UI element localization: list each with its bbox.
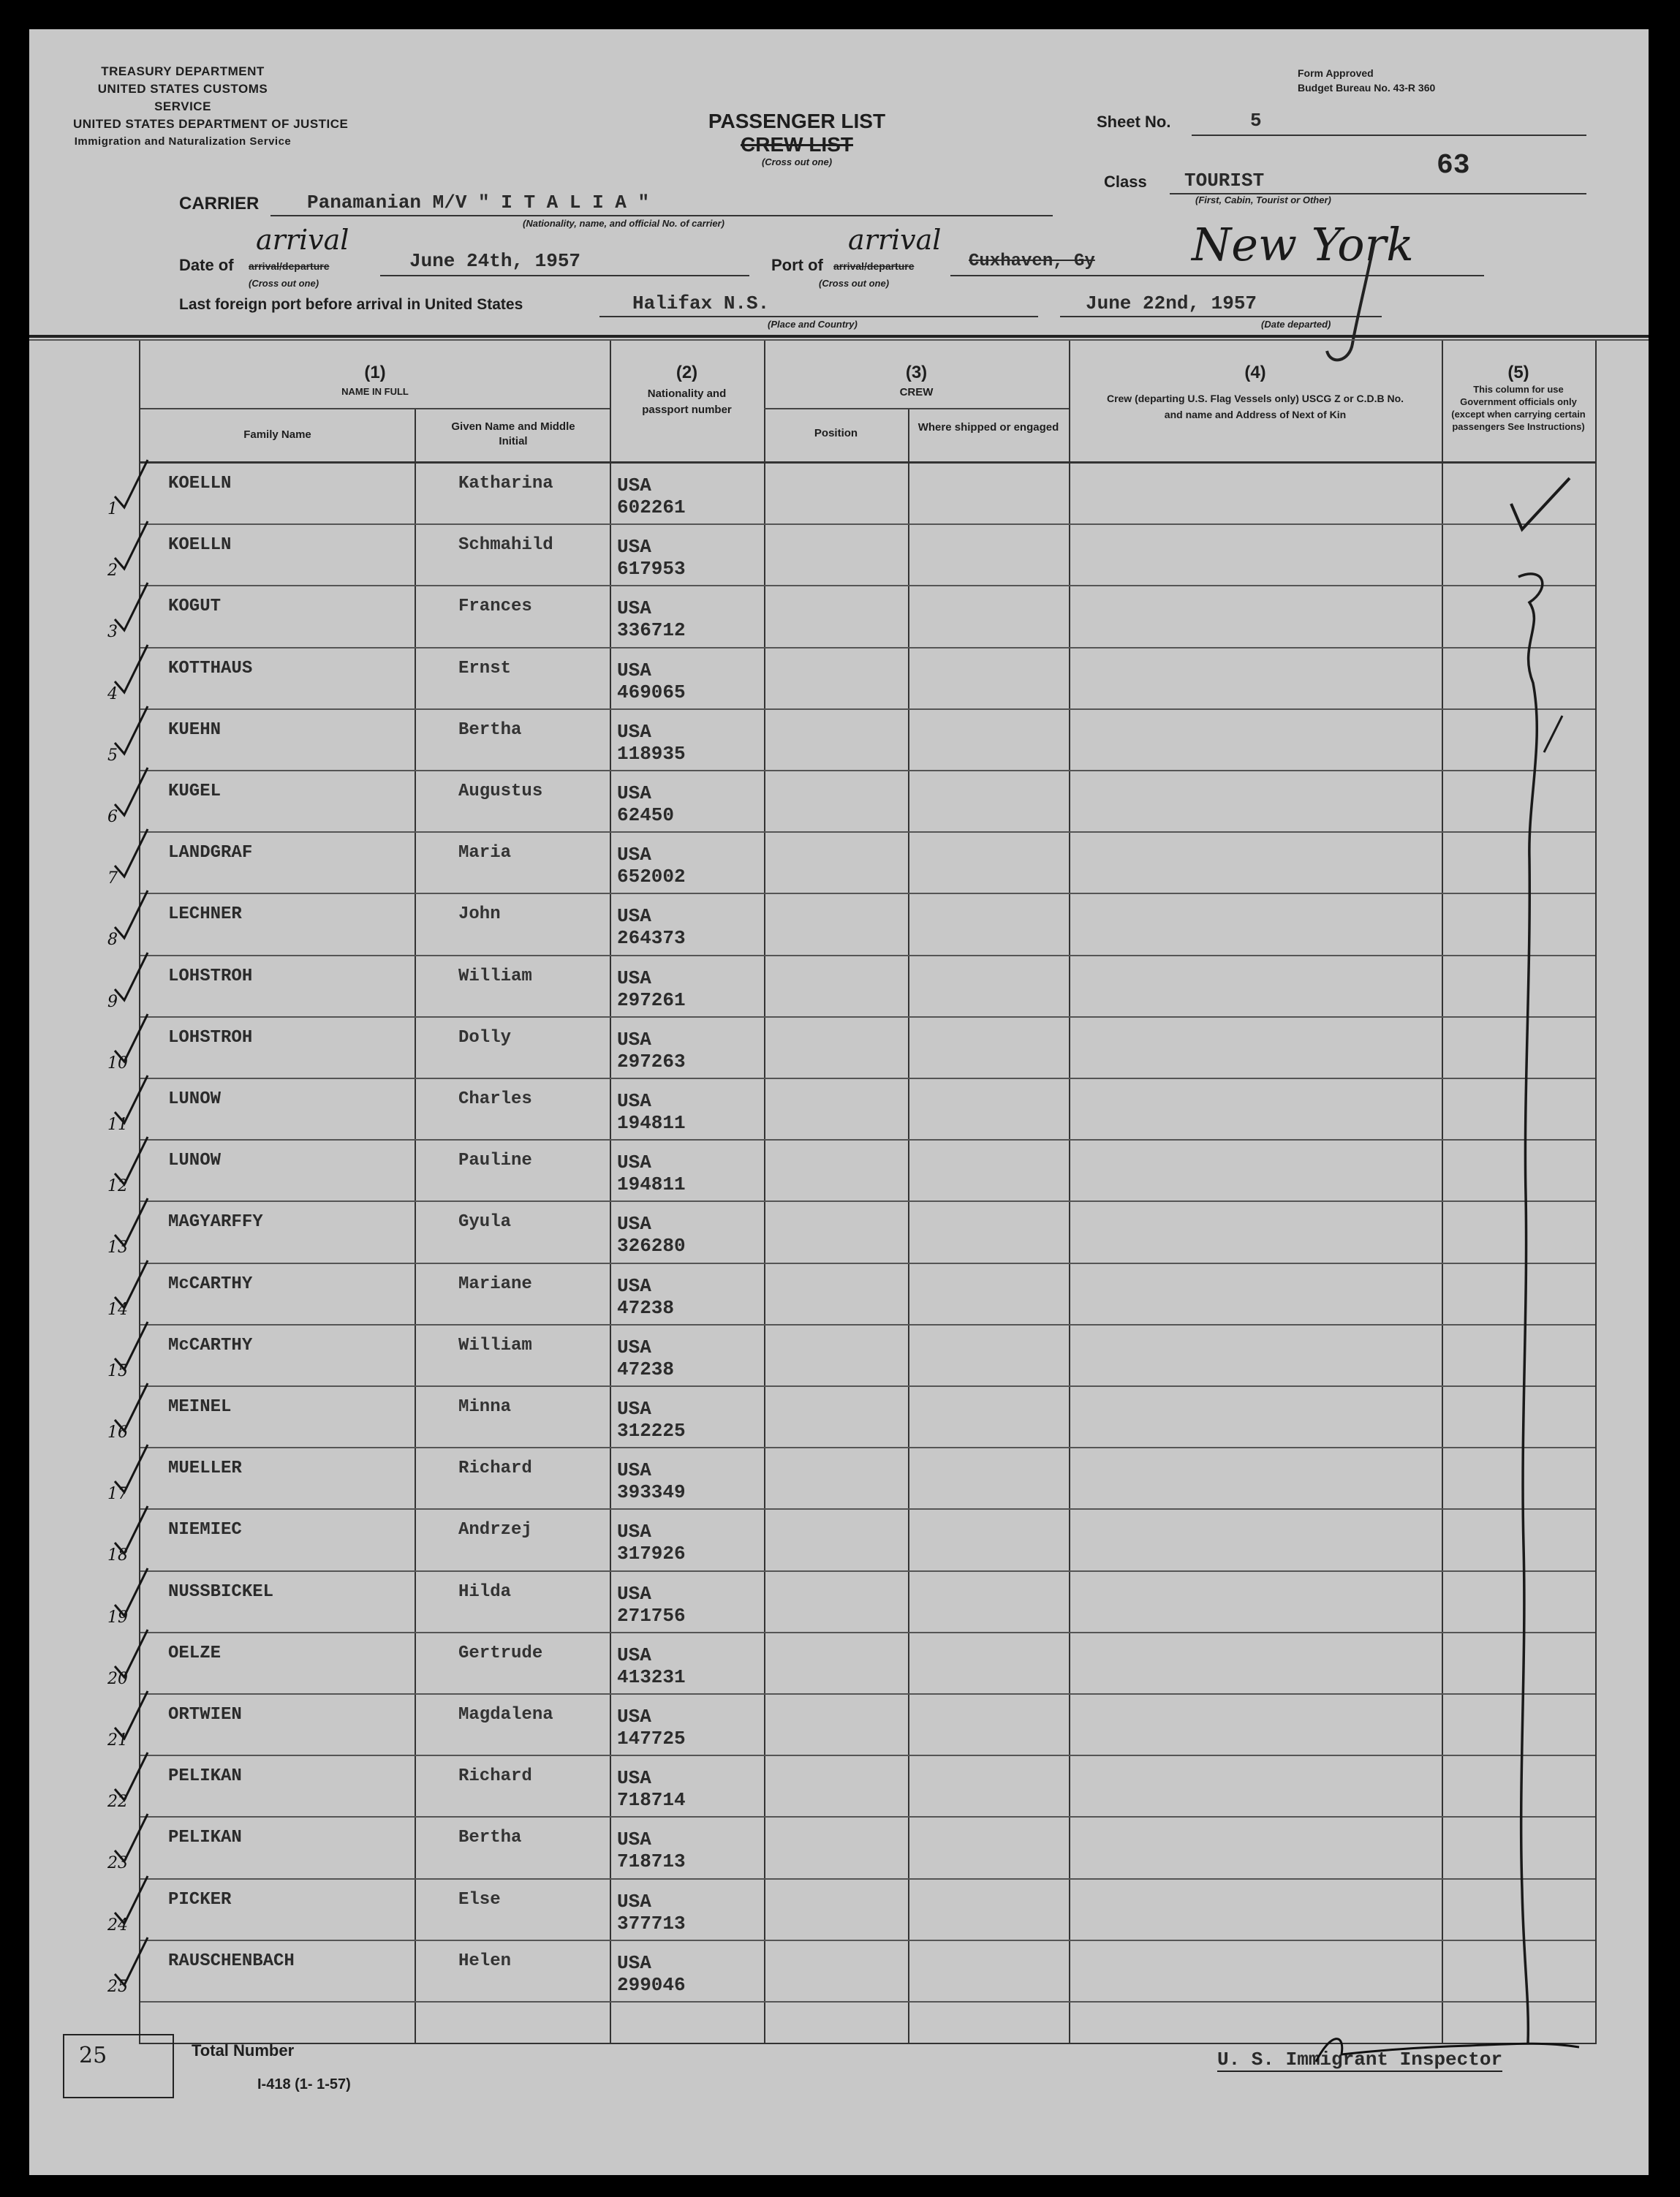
family-name: NIEMIEC (168, 1520, 242, 1540)
check-mark-icon (111, 1441, 155, 1500)
table-row (107, 710, 1595, 771)
passport-number: 299046 (617, 1973, 686, 1996)
row-number: 11 (107, 1116, 128, 1134)
family-name: PELIKAN (168, 1828, 242, 1848)
row-number: 8 (107, 931, 118, 950)
col3-title: CREW (899, 386, 934, 398)
table-row (107, 1018, 1595, 1079)
family-name: KOELLN (168, 535, 232, 556)
nationality: USA (617, 536, 651, 559)
table-row (107, 648, 1595, 710)
family-name: NUSSBICKEL (168, 1581, 274, 1602)
passenger-list-form (29, 29, 1649, 2175)
table-row (107, 1756, 1595, 1818)
row-number: 5 (107, 746, 118, 765)
check-mark-icon (111, 703, 155, 761)
nationality: USA (617, 1459, 651, 1482)
passport-number: 297263 (617, 1050, 686, 1073)
passport-number: 118935 (617, 742, 686, 765)
family-name: KOELLN (168, 474, 232, 494)
last-port-note: (Place and Country) (768, 319, 858, 330)
nationality: USA (617, 1028, 651, 1051)
check-mark-icon (111, 1380, 155, 1438)
date-line (380, 249, 749, 276)
check-mark-icon (111, 1257, 155, 1315)
budget-bureau: Budget Bureau No. 43-R 360 (1298, 82, 1436, 94)
carrier-note: (Nationality, name, and official No. of carrier) (523, 218, 724, 229)
given-name: Andrzej (458, 1520, 532, 1540)
given-name: Bertha (458, 719, 522, 740)
family-name: PICKER (168, 1889, 232, 1910)
table-row (107, 1387, 1595, 1448)
nationality: USA (617, 1152, 651, 1174)
table-row (107, 1326, 1595, 1387)
check-mark-icon (111, 825, 155, 884)
passport-number: 317926 (617, 1543, 686, 1565)
date-value: June 24th, 1957 (409, 250, 581, 272)
date-label: Date of (179, 256, 234, 274)
list-title (687, 110, 907, 167)
family-name: MUELLER (168, 1459, 242, 1479)
passenger-table (107, 341, 1597, 2044)
dept-line-4: Immigration and Naturalization Service (74, 135, 292, 148)
table-row (107, 894, 1595, 956)
passport-number: 377713 (617, 1912, 686, 1935)
name-subheader-rule (140, 408, 610, 409)
table-row (107, 1633, 1595, 1695)
passport-number: 47238 (617, 1358, 675, 1380)
check-mark-icon (111, 518, 155, 576)
passport-number: 312225 (617, 1420, 686, 1442)
nationality: USA (617, 1706, 651, 1728)
family-name: RAUSCHENBACH (168, 1951, 295, 1971)
family-name: KOTTHAUS (168, 658, 253, 678)
table-row (107, 1510, 1595, 1571)
col4-number: (4) (1244, 363, 1266, 382)
nationality: USA (617, 1767, 651, 1790)
nationality: USA (617, 1398, 651, 1420)
passport-number: 617953 (617, 558, 686, 581)
table-row (107, 1202, 1595, 1263)
nationality: USA (617, 1521, 651, 1543)
passport-number: 62450 (617, 804, 675, 826)
column5-wavy-mark (1442, 464, 1595, 2043)
row-number: 6 (107, 808, 118, 826)
col1-title: NAME IN FULL (341, 386, 409, 397)
col3-position: Position (814, 427, 858, 439)
given-name: Schmahild (458, 535, 553, 556)
table-row (107, 1079, 1595, 1141)
row-divider (140, 2001, 1595, 2003)
family-name: LECHNER (168, 904, 242, 925)
check-mark-icon (111, 1565, 155, 1623)
port-struck: arrival/departure (833, 260, 915, 272)
table-row (107, 1264, 1595, 1326)
date-departed-note: (Date departed) (1261, 319, 1331, 330)
given-name: Hilda (458, 1581, 512, 1602)
given-name: Minna (458, 1397, 512, 1417)
family-name: LOHSTROH (168, 1027, 253, 1048)
table-row (107, 1941, 1595, 2003)
passport-number: 413231 (617, 1665, 686, 1688)
family-name: OELZE (168, 1643, 222, 1663)
col5-title: This column for use Government officials only (except when carrying certain passengers See Instructions) (1451, 384, 1586, 432)
check-mark-icon (111, 1810, 155, 1869)
passport-number: 264373 (617, 927, 686, 950)
table-row (107, 525, 1595, 586)
given-name: Maria (458, 843, 512, 863)
row-number: 10 (107, 1054, 128, 1073)
nationality: USA (617, 1213, 651, 1236)
inspector-signature (1301, 2025, 1608, 2076)
nationality: USA (617, 1090, 651, 1112)
col1-family: Family Name (243, 428, 311, 441)
department-block (73, 63, 349, 151)
given-name: Bertha (458, 1828, 522, 1848)
nationality: USA (617, 967, 651, 989)
class-note: (First, Cabin, Tourist or Other) (1195, 194, 1331, 205)
form-number: I-418 (1- 1-57) (257, 2076, 351, 2092)
passport-number: 297261 (617, 988, 686, 1011)
row-number: 24 (107, 1916, 128, 1935)
nationality: USA (617, 1951, 651, 1974)
port-value-hand: New York (1192, 218, 1414, 271)
given-name: Frances (458, 597, 532, 617)
col1-given: Given Name and Middle Initial (451, 420, 575, 447)
table-row (107, 1880, 1595, 1941)
row-number: 17 (107, 1485, 128, 1504)
carrier-value: Panamanian M/V " I T A L I A " (307, 192, 650, 213)
family-name: KUEHN (168, 719, 222, 740)
col3-where: Where shipped or engaged (917, 421, 1059, 434)
row-number: 25 (107, 1977, 128, 1996)
given-name: Gyula (458, 1212, 512, 1233)
row-number: 1 (107, 500, 118, 518)
title-passenger-list: PASSENGER LIST (708, 110, 886, 132)
col5-number: (5) (1507, 363, 1529, 382)
nationality: USA (617, 844, 651, 866)
check-mark-icon (111, 456, 155, 515)
class-line (1170, 168, 1586, 194)
passport-number: 194811 (617, 1173, 686, 1196)
nationality: USA (617, 1336, 651, 1358)
date-note: (Cross out one) (249, 278, 319, 289)
check-mark-icon (111, 887, 155, 945)
given-name: Katharina (458, 474, 553, 494)
row-number: 20 (107, 1669, 128, 1688)
passport-number: 194811 (617, 1112, 686, 1134)
row-number: 9 (107, 992, 118, 1011)
check-mark-icon (111, 579, 155, 638)
given-name: Helen (458, 1951, 512, 1971)
inspector-signature-line: U. S. Immigrant Inspector (1217, 2049, 1503, 2071)
check-mark-icon (111, 641, 155, 700)
port-hand-arrival: arrival (848, 224, 942, 256)
given-name: Mariane (458, 1274, 532, 1294)
given-name: Richard (458, 1459, 532, 1479)
nationality: USA (617, 597, 651, 620)
table-row (107, 956, 1595, 1018)
given-name: Augustus (458, 782, 543, 801)
col3-number: (3) (905, 363, 928, 382)
row-number: 19 (107, 1608, 128, 1627)
family-name: PELIKAN (168, 1766, 242, 1787)
header-rule (29, 335, 1649, 338)
row-number: 15 (107, 1361, 128, 1380)
nationality: USA (617, 720, 651, 743)
last-port-line (599, 291, 1038, 317)
given-name: Richard (458, 1766, 532, 1787)
last-port-value: Halifax N.S. (632, 292, 770, 314)
check-mark-icon (111, 1749, 155, 1807)
total-label: Total Number (192, 2041, 295, 2060)
title-note: (Cross out one) (761, 156, 833, 167)
check-mark-icon (111, 1502, 155, 1561)
given-name: Gertrude (458, 1643, 543, 1663)
passport-number: 602261 (617, 496, 686, 518)
col4-title: Crew (departing U.S. Flag Vessels only) USCG Z or C.D.B No. and name and Address of Next of Kin (1106, 393, 1404, 420)
nationality: USA (617, 1890, 651, 1913)
nationality: USA (617, 659, 651, 681)
given-name: William (458, 966, 532, 986)
check-mark-icon (111, 1872, 155, 1931)
table-row (107, 1572, 1595, 1633)
family-name: MAGYARFFY (168, 1212, 263, 1233)
last-port-label: Last foreign port before arrival in United States (179, 296, 523, 313)
family-name: MEINEL (168, 1397, 232, 1417)
sheet-value: 5 (1250, 110, 1262, 132)
passport-number: 147725 (617, 1728, 686, 1750)
check-mark-icon (111, 1195, 155, 1253)
table-row (107, 1695, 1595, 1756)
dept-line-1: TREASURY DEPARTMENT (101, 64, 265, 78)
given-name: Charles (458, 1089, 532, 1109)
row-number: 2 (107, 561, 118, 581)
family-name: LUNOW (168, 1151, 222, 1171)
nationality: USA (617, 1644, 651, 1666)
title-crew-list: CREW LIST (741, 133, 853, 156)
row-number: 21 (107, 1731, 128, 1750)
nationality: USA (617, 1274, 651, 1297)
dept-line-2: UNITED STATES CUSTOMS SERVICE (97, 82, 268, 113)
port-label: Port of (771, 256, 823, 274)
check-mark-icon (111, 1072, 155, 1130)
table-row (107, 464, 1595, 525)
check-mark-icon (111, 1318, 155, 1377)
form-approved-block (1298, 66, 1435, 95)
family-name: McCARTHY (168, 1335, 253, 1355)
given-name: Pauline (458, 1151, 532, 1171)
col2-title: Nationality and passport number (642, 387, 732, 416)
col1-number: (1) (364, 363, 386, 382)
family-name: LUNOW (168, 1089, 222, 1109)
check-mark-icon (111, 1687, 155, 1746)
table-row (107, 1818, 1595, 1879)
passport-number: 469065 (617, 681, 686, 703)
row-number: 23 (107, 1854, 128, 1873)
row-number: 4 (107, 684, 118, 703)
passport-number: 393349 (617, 1481, 686, 1504)
family-name: ORTWIEN (168, 1705, 242, 1725)
passport-number: 336712 (617, 619, 686, 642)
check-mark-icon (111, 1010, 155, 1069)
check-mark-icon (111, 1934, 155, 1992)
nationality: USA (617, 1829, 651, 1851)
passport-number: 718714 (617, 1789, 686, 1812)
dept-line-3: UNITED STATES DEPARTMENT OF JUSTICE (73, 117, 349, 131)
table-body (107, 464, 1595, 2043)
family-name: KUGEL (168, 782, 222, 801)
date-departed-value: June 22nd, 1957 (1086, 292, 1257, 314)
row-number: 18 (107, 1546, 128, 1565)
family-name: LANDGRAF (168, 843, 253, 863)
port-note: (Cross out one) (819, 278, 890, 289)
table-row (107, 1141, 1595, 1202)
sheet-line (1192, 110, 1586, 136)
given-name: William (458, 1335, 532, 1355)
passport-number: 718713 (617, 1850, 686, 1873)
date-hand-arrival: arrival (256, 224, 349, 256)
table-row (107, 833, 1595, 894)
given-name: Magdalena (458, 1705, 553, 1725)
table-row (107, 586, 1595, 648)
carrier-line (270, 190, 1053, 216)
total-box (63, 2034, 174, 2098)
passport-number: 47238 (617, 1296, 675, 1319)
row-number: 7 (107, 869, 118, 888)
passport-number: 652002 (617, 866, 686, 888)
check-mark-icon (111, 1626, 155, 1684)
table-row (107, 771, 1595, 833)
row-number: 13 (107, 1239, 128, 1258)
class-value: TOURIST (1184, 170, 1265, 192)
passport-number: 271756 (617, 1604, 686, 1627)
check-mark-icon (111, 764, 155, 823)
row-number: 16 (107, 1423, 128, 1442)
form-approved: Form Approved (1298, 67, 1374, 79)
class-label: Class (1104, 173, 1147, 191)
row-number: 14 (107, 1300, 128, 1319)
given-name: Ernst (458, 658, 512, 678)
nationality: USA (617, 1582, 651, 1605)
nationality: USA (617, 782, 651, 804)
given-name: Else (458, 1889, 501, 1910)
given-name: Dolly (458, 1027, 512, 1048)
page-number: 63 (1437, 150, 1470, 181)
carrier-label: CARRIER (179, 194, 260, 213)
total-value: 25 (79, 2043, 107, 2068)
date-struck: arrival/departure (249, 260, 330, 272)
row-number: 3 (107, 623, 118, 642)
row-number: 22 (107, 1793, 128, 1812)
given-name: John (458, 904, 501, 925)
port-value-struck: Cuxhaven, Gy (969, 252, 1095, 271)
check-mark-icon (111, 1133, 155, 1192)
col2-number: (2) (676, 363, 698, 382)
family-name: LOHSTROH (168, 966, 253, 986)
crew-subheader-rule (764, 408, 1069, 409)
sheet-label: Sheet No. (1097, 113, 1171, 131)
row-number: 12 (107, 1177, 128, 1196)
family-name: KOGUT (168, 597, 222, 617)
nationality: USA (617, 474, 651, 496)
family-name: McCARTHY (168, 1274, 253, 1294)
passport-number: 326280 (617, 1235, 686, 1258)
nationality: USA (617, 905, 651, 928)
check-mark-icon (111, 949, 155, 1007)
table-row (107, 1448, 1595, 1510)
